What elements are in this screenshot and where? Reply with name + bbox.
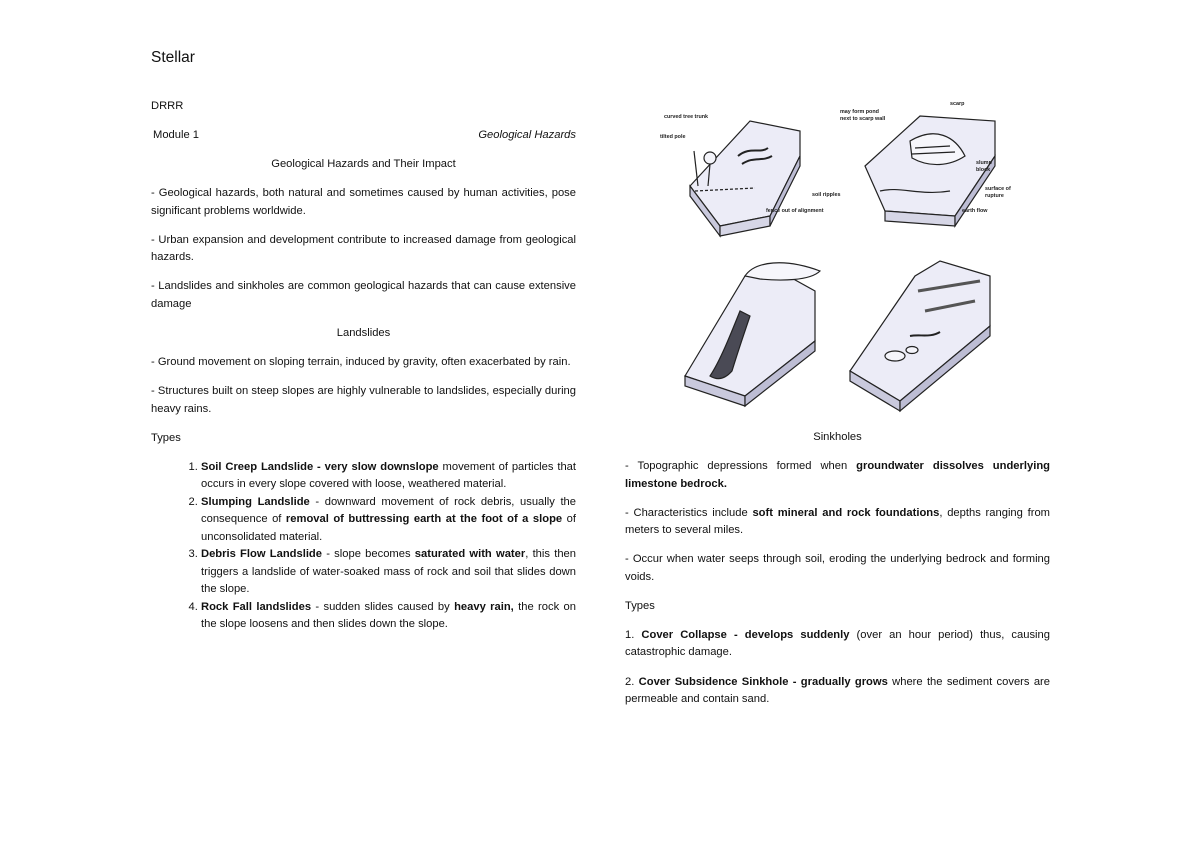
label-scarp: scarp: [950, 101, 965, 107]
type-text: - sudden slides caused by: [311, 600, 455, 613]
sinkholes-heading: Sinkholes: [813, 431, 862, 443]
subject-label: DRRR: [151, 100, 184, 112]
type-name: Slumping Landslide: [201, 495, 310, 508]
text-emphasis: groundwater dissolves underlying limestone bedrock.: [625, 460, 1050, 490]
item-number: 2.: [625, 675, 639, 688]
label-slump-line1: slump: [976, 160, 992, 166]
text-emphasis: soft mineral and rock foundations: [752, 506, 940, 519]
module-number: Module 1: [153, 129, 200, 142]
label-tilted-pole: tilted pole: [660, 134, 686, 140]
landslides-types-label: Types: [151, 431, 181, 444]
sinkholes-paragraph: [625, 458, 1050, 493]
label-fence: fence out of alignment: [766, 208, 824, 214]
type-emphasis: saturated with water: [414, 548, 526, 561]
intro-paragraph: - Urban expansion and development contribute to increased damage from geological hazards.: [151, 233, 576, 264]
type-name: Debris Flow Landslide: [201, 548, 322, 561]
label-pond-line2: next to scarp wall: [840, 116, 886, 122]
list-item: [201, 599, 576, 634]
list-item: [201, 494, 576, 547]
type-sep: -: [313, 460, 325, 473]
label-earth-flow: earth flow: [962, 208, 988, 214]
intro-paragraph: - Landslides and sinkholes are common geological hazards that can cause extensive damage: [151, 280, 576, 310]
label-soil-ripples: soil ripples: [812, 192, 841, 198]
left-column: [151, 98, 576, 634]
main-heading: Geological Hazards and Their Impact: [271, 158, 456, 171]
label-slump-line2: block: [976, 167, 991, 173]
landslide-types-list: [151, 459, 576, 634]
debris-flow-block: [685, 263, 820, 406]
list-item: [201, 546, 576, 599]
soil-creep-block: [690, 121, 800, 236]
landslide-types-illustration: [650, 96, 1020, 418]
label-surface-line1: surface of: [985, 186, 1011, 192]
module-row: [151, 127, 576, 145]
label-curved-tree-trunk: curved tree trunk: [664, 114, 709, 120]
sinkholes-types-label: Types: [625, 599, 655, 612]
type-emphasis: heavy rain,: [454, 600, 514, 613]
type-description: where the sediment covers are permeable and contain sand.: [625, 675, 1050, 706]
landslides-heading: Landslides: [336, 327, 391, 340]
sinkholes-paragraph: - Occur when water seeps through soil, eroding the underlying bedrock and forming voids.: [625, 553, 1050, 583]
rock-fall-block: [850, 261, 990, 411]
type-description: (over an hour period) thus, causing catastrophic damage.: [625, 628, 1050, 659]
sinkhole-type-item: [625, 674, 1050, 709]
type-description: , this then triggers a landslide of water-soaked mass of rock and soil that slides down the slope.: [201, 548, 576, 596]
type-description: movement of particles that occurs in every slope covered with loose, weathered material.: [201, 460, 576, 491]
landslides-paragraph: - Ground movement on sloping terrain, induced by gravity, often exacerbated by rain.: [151, 356, 571, 369]
type-name: Cover Subsidence Sinkhole - gradually grows: [638, 675, 888, 688]
type-name: Cover Collapse - develops suddenly: [641, 628, 850, 641]
right-column: [625, 429, 1050, 720]
page-title: Stellar: [151, 49, 195, 66]
text-run: , depths ranging from meters to several miles.: [625, 506, 1051, 537]
type-description: the rock on the slope loosens and then slides down the slope.: [201, 600, 576, 631]
sinkhole-type-item: [625, 627, 1050, 662]
list-item: [201, 459, 576, 494]
type-description: of unconsolidated material.: [201, 513, 576, 543]
intro-paragraph: - Geological hazards, both natural and sometimes caused by human activities, pose significant problems worldwide.: [151, 187, 576, 217]
type-text: - slope becomes: [321, 548, 415, 561]
module-topic: Geological Hazards: [478, 129, 576, 142]
type-emphasis: very slow downslope: [324, 460, 439, 473]
sinkholes-paragraph: [625, 505, 1050, 540]
type-emphasis: removal of buttressing earth at the foot of a slope: [285, 513, 563, 526]
landslides-paragraph: - Structures built on steep slopes are highly vulnerable to landslides, especially during heavy rains.: [151, 385, 576, 415]
item-number: 1.: [625, 628, 642, 641]
type-name: Soil Creep Landslide: [201, 460, 314, 473]
type-text: - downward movement of rock debris, usually the consequence of: [201, 495, 577, 526]
landslide-blocks-svg: [650, 96, 1020, 418]
label-surface-line2: rupture: [985, 193, 1004, 199]
type-name: Rock Fall landslides: [201, 600, 312, 613]
label-pond-line1: may form pond: [840, 109, 879, 115]
text-run: - Topographic depressions formed when: [625, 460, 857, 473]
text-run: - Characteristics include: [625, 506, 753, 519]
